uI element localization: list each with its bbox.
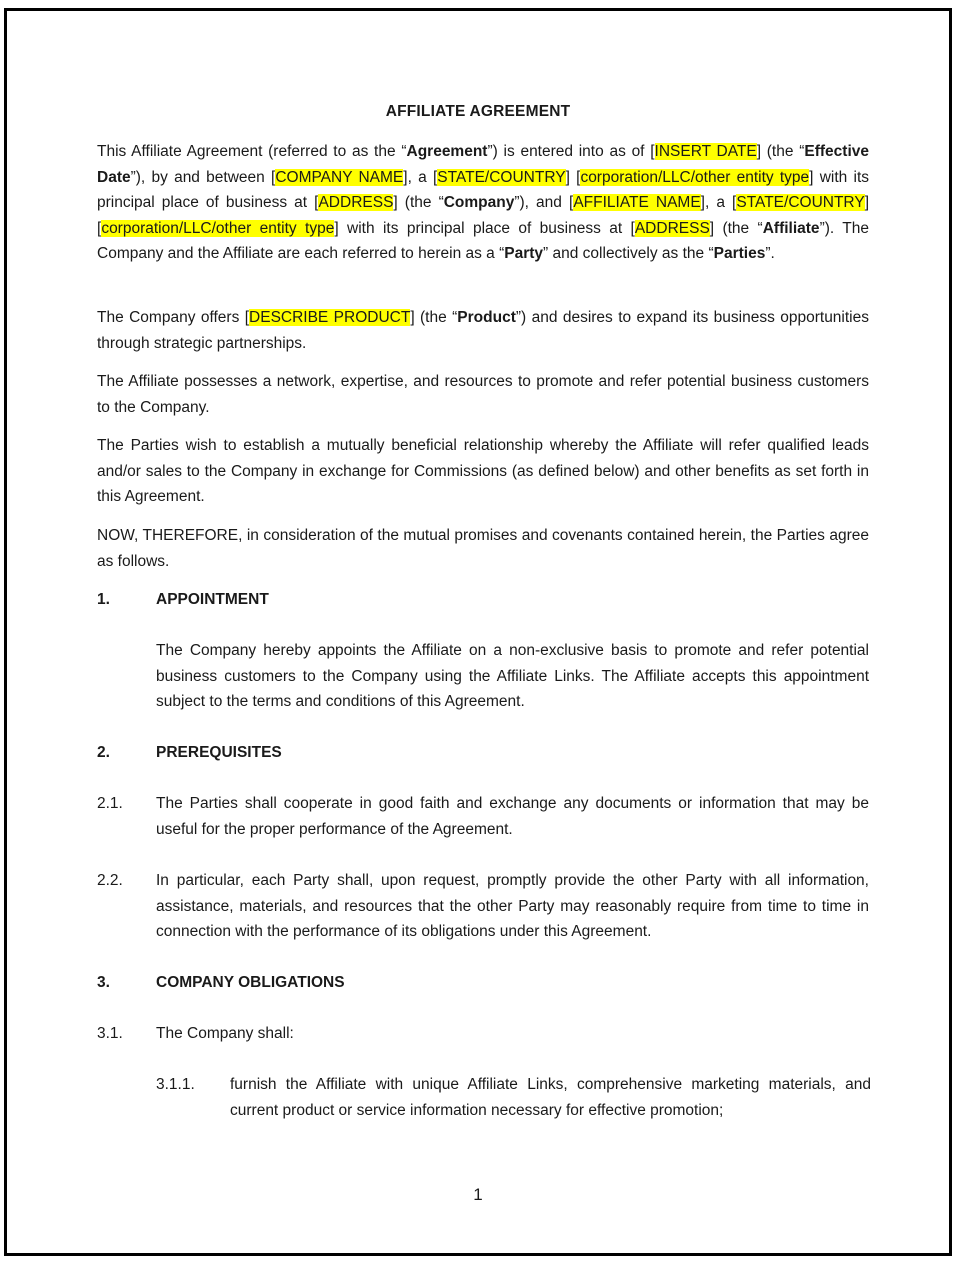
page-number: 1 <box>473 1185 483 1204</box>
section-1-number: 1. <box>97 591 110 608</box>
placeholder-affiliate-name[interactable]: AFFILIATE NAME <box>573 194 701 212</box>
placeholder-affiliate-entity-type[interactable]: corporation/LLC/other entity type <box>101 219 335 237</box>
intro-paragraph: This Affiliate Agreement (referred to as the “Agreement”) is entered into as of [INSERT DATE] (the “Effective Date”), by and between [COMPANY NAME], a [STATE/COUNTRY] [corporation/LLC/other entity type] with its principal place of business at [ADDRESS] (the “Company”), and [AFFILIATE NAME], a [STATE/COUNTRY] [corporation/LLC/other entity type] with its principal place of business at [ADDRESS] (the “Affiliate”). The Company and the Affiliate are each referred to herein as a “Party” and collectively as the “Parties”. <box>97 143 870 263</box>
document-page <box>4 8 952 1256</box>
section-3-heading: COMPANY OBLIGATIONS <box>156 974 345 991</box>
document-title: AFFILIATE AGREEMENT <box>385 103 571 120</box>
placeholder-insert-date[interactable]: INSERT DATE <box>654 143 757 160</box>
document-body <box>7 11 949 1253</box>
recital-consideration: NOW, THEREFORE, in consideration of the mutual promises and covenants contained herein, the Parties agree as follows. <box>97 527 869 570</box>
recital-product: The Company offers [DESCRIBE PRODUCT] (the “Product”) and desires to expand its business opportunities through strategic partnerships. <box>97 309 869 352</box>
section-2-heading: PREREQUISITES <box>156 744 282 761</box>
placeholder-company-name[interactable]: COMPANY NAME <box>275 168 404 186</box>
placeholder-affiliate-state[interactable]: STATE/COUNTRY <box>736 194 865 212</box>
clause-2-2-text: In particular, each Party shall, upon request, promptly provide the other Party with all information, assistance, materials, and resources that the other Party may reasonably require from time to time in connection with the performance of its obligations under this Agreement. <box>156 872 869 941</box>
recital-relationship: The Parties wish to establish a mutually beneficial relationship whereby the Affiliate will refer qualified leads and/or sales to the Company in exchange for Commissions (as defined below) and other benefits as set forth in this Agreement. <box>97 437 869 506</box>
section-3-number: 3. <box>97 974 110 991</box>
section-2-number: 2. <box>97 744 110 761</box>
clause-2-1-text: The Parties shall cooperate in good faith and exchange any documents or information that may be useful for the proper performance of the Agreement. <box>156 795 869 838</box>
placeholder-affiliate-address[interactable]: ADDRESS <box>634 219 710 237</box>
placeholder-company-entity-type[interactable]: corporation/LLC/other entity type <box>580 168 810 186</box>
placeholder-company-address[interactable]: ADDRESS <box>318 194 394 212</box>
clause-3-1-1-text: furnish the Affiliate with unique Affiliate Links, comprehensive marketing materials, and current product or service information necessary for effective promotion; <box>230 1076 871 1119</box>
clause-2-1-number: 2.1. <box>97 795 123 812</box>
placeholder-describe-product[interactable]: DESCRIBE PRODUCT <box>249 309 411 326</box>
placeholder-company-state[interactable]: STATE/COUNTRY <box>437 168 566 186</box>
recital-affiliate: The Affiliate possesses a network, expertise, and resources to promote and refer potential business customers to the Company. <box>97 373 869 416</box>
clause-3-1-text: The Company shall: <box>156 1025 294 1042</box>
clause-3-1-number: 3.1. <box>97 1025 123 1042</box>
clause-2-2-number: 2.2. <box>97 872 123 889</box>
clause-3-1-1-number: 3.1.1. <box>156 1076 195 1093</box>
section-1-heading: APPOINTMENT <box>156 591 269 608</box>
section-1-text: The Company hereby appoints the Affiliate on a non-exclusive basis to promote and refer potential business customers to the Company using the Affiliate Links. The Affiliate accepts this appointment subject to the terms and conditions of this Agreement. <box>156 642 869 711</box>
